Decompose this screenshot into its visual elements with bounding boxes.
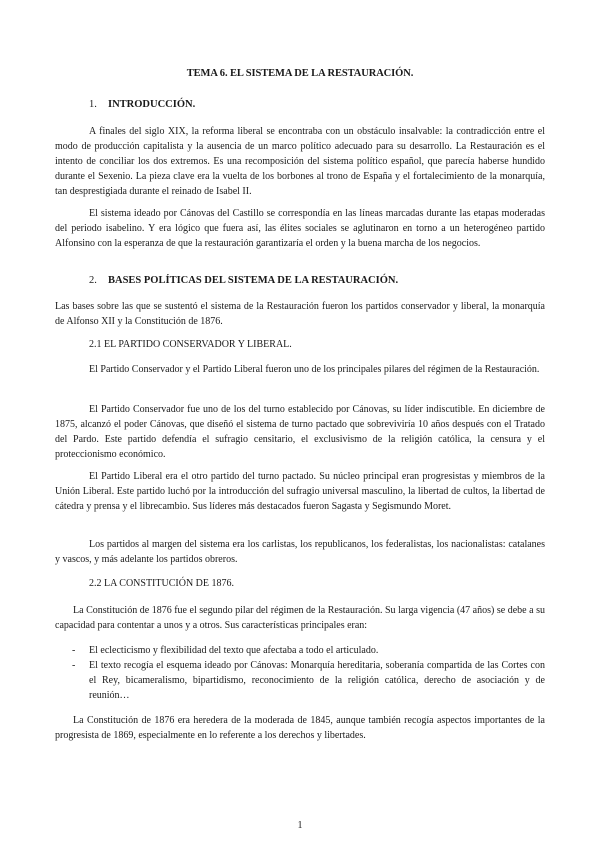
section-heading-introduccion	[89, 97, 195, 112]
paragraph: El sistema ideado por Cánovas del Castillo se correspondía en las líneas marcadas durante las etapas moderadas del periodo isabelino. Y era lógico que fuera así, las élites sociales se aglutinaron en torno a un heterogéneo partido Alfonsino con la esperanza de que la restauración garantizaría el orden y la buena marcha de los negocios.	[55, 208, 545, 249]
subsection-heading: 2.1 EL PARTIDO CONSERVADOR Y LIBERAL.	[89, 339, 292, 350]
paragraph: A finales del siglo XIX, la reforma liberal se encontraba con un obstáculo insalvable: la contradicción entre el modo de producción capitalista y la ausencia de un marco político adecuado para su desarrollo. La Restauración es el intento de conciliar los dos extremos. Es una recomposición del sistema político español, que parecía haberse hundido durante el Sexenio. La pieza clave era la vuelta de los borbones al trono de España y el fortalecimiento de la monarquía, tan desprestigiada durante el reinado de Isabel II.	[55, 126, 545, 197]
paragraph: El Partido Conservador y el Partido Liberal fueron uno de los principales pilares del régimen de la Restauración.	[89, 364, 540, 375]
section-number: 1.	[89, 99, 97, 110]
section-title: INTRODUCCIÓN.	[108, 99, 196, 110]
page-title: TEMA 6. EL SISTEMA DE LA RESTAURACIÓN.	[186, 68, 414, 79]
paragraph: Las bases sobre las que se sustentó el sistema de la Restauración fueron los partidos conservador y liberal, la monarquía de Alfonso XII y la Constitución de 1876.	[55, 301, 545, 327]
paragraph: La Constitución de 1876 era heredera de la moderada de 1845, aunque también recogía aspectos importantes de la progresista de 1869, especialmente en lo referente a los derechos y libertades.	[55, 715, 545, 741]
bullet-dash: -	[72, 645, 76, 656]
section-number: 2.	[89, 275, 97, 286]
paragraph: El Partido Liberal era el otro partido del turno pactado. Su núcleo principal eran progresistas y miembros de la Unión Liberal. Este partido luchó por la introducción del sufragio universal masculino, la libertad de cultos, la libertad de cátedra y prensa y el librecambio. Sus líderes más destacados fueron Sagasta y Segismundo Moret.	[55, 471, 545, 512]
section-title: BASES POLÍTICAS DEL SISTEMA DE LA RESTAURACIÓN.	[108, 275, 399, 286]
list-item	[72, 658, 545, 703]
paragraph: La Constitución de 1876 fue el segundo pilar del régimen de la Restauración. Su larga vigencia (47 años) se debe a su capacidad para contentar a unos y a otros. Sus características principales eran:	[55, 605, 545, 631]
page-number: 1	[297, 820, 303, 831]
list-item-text: El eclecticismo y flexibilidad del texto que afectaba a todo el articulado.	[89, 645, 379, 656]
section-heading-bases-politicas	[89, 273, 398, 288]
paragraph: Los partidos al margen del sistema era los carlistas, los republicanos, los federalistas, los nacionalistas: catalanes y vascos, y más adelante los partidos obreros.	[55, 539, 545, 565]
list-item-text: El texto recogía el esquema ideado por Cánovas: Monarquía hereditaria, soberanía compartida de las Cortes con el Rey, bicameralismo, bipartidismo, reconocimiento de la religión católica, derecho de asociación y de reunión…	[89, 660, 545, 701]
subsection-heading: 2.2 LA CONSTITUCIÓN DE 1876.	[89, 578, 234, 589]
list-item	[72, 643, 545, 658]
paragraph: El Partido Conservador fue uno de los del turno establecido por Cánovas, su líder indiscutible. En diciembre de 1875, alcanzó el poder Cánovas, que diseñó el sistema de turno pactado que sobreviviría 10 años después con el Tratado del Pardo. Este partido defendía el sufragio censitario, el exclusivismo de la religión católica, la censura y el proteccionismo económico.	[55, 404, 545, 460]
bullet-dash: -	[72, 660, 76, 671]
